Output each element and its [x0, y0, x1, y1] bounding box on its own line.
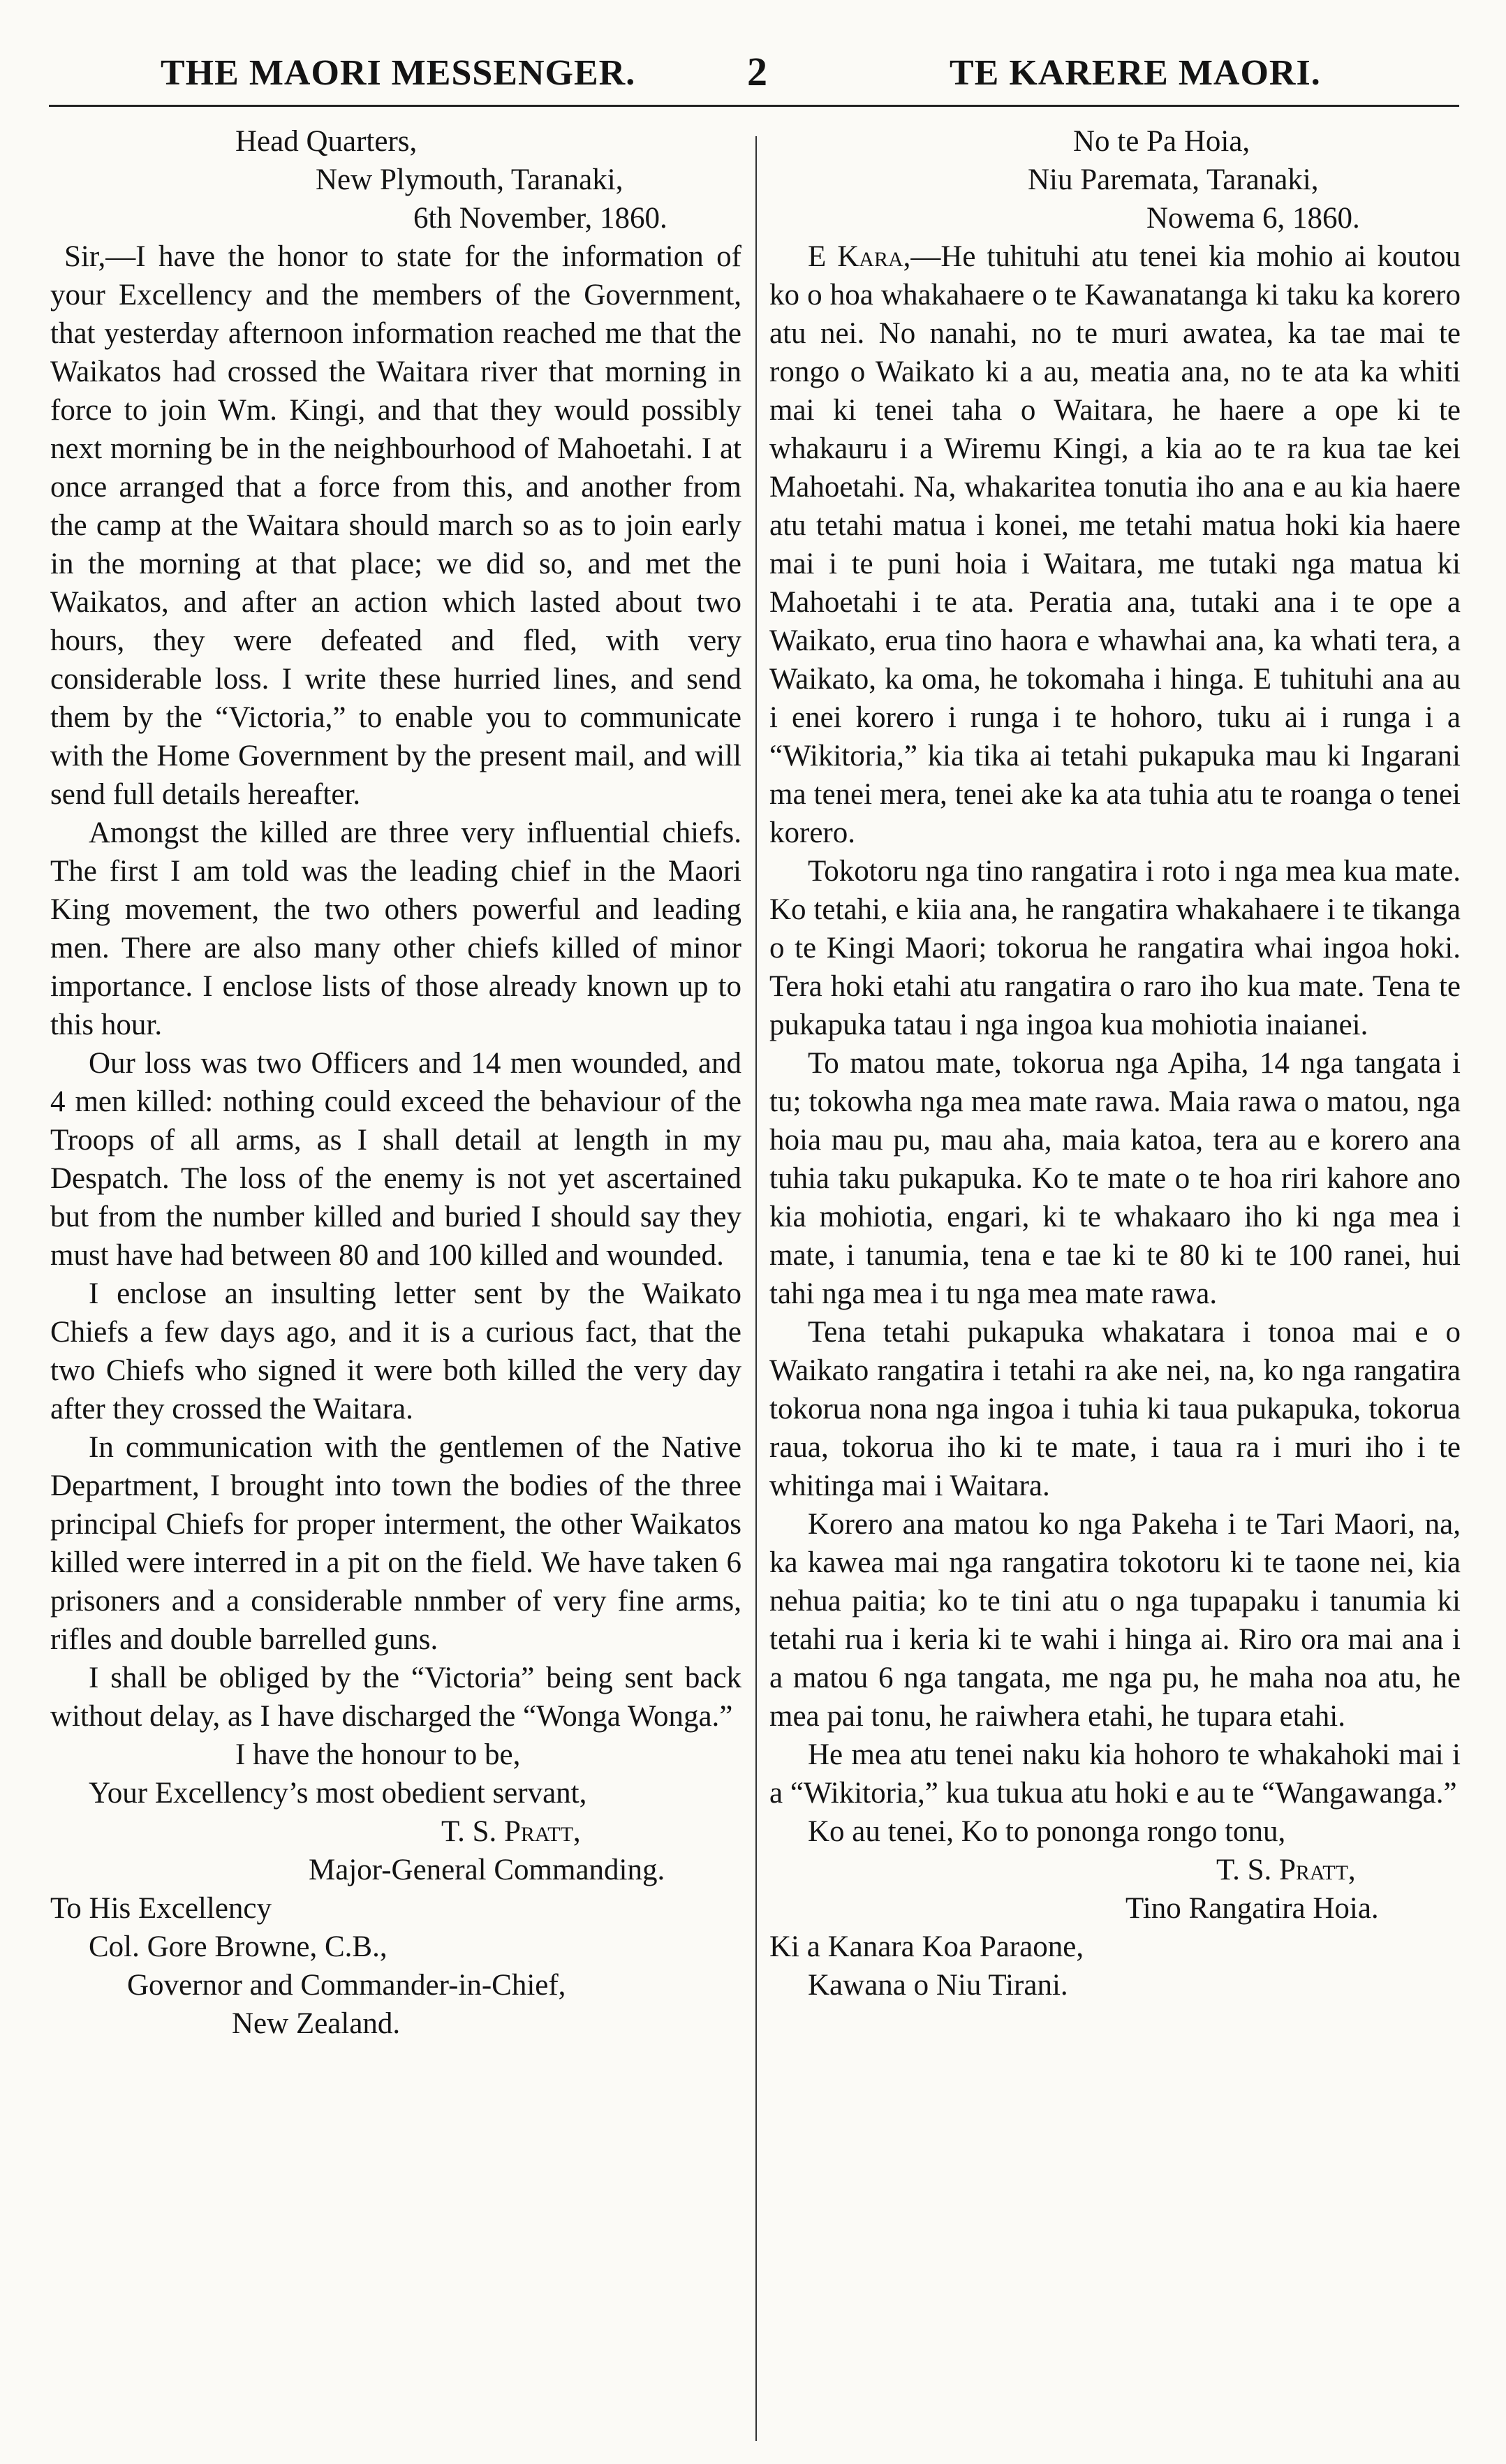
- signature-name: Pratt,: [504, 1815, 581, 1848]
- english-paragraph: I enclose an insulting letter sent by the Waikato Chiefs a few days ago, and it is a curious fact, that the two Chiefs who signed it were both killed the very day after they crossed the Waitara.: [50, 1277, 741, 1425]
- maori-letter-date: Nowema 6, 1860.: [1146, 202, 1360, 235]
- page-number: 2: [747, 49, 768, 94]
- maori-column: [769, 122, 1461, 2004]
- signature-initials: T. S.: [441, 1815, 497, 1848]
- signature-title: Major-General Commanding.: [309, 1854, 665, 1886]
- english-column: [50, 122, 741, 2043]
- maori-signature: [769, 1851, 1461, 1889]
- closing-line-2: Your Excellency’s most obedient servant,: [89, 1777, 587, 1810]
- maori-signature-initials: T. S.: [1216, 1854, 1272, 1886]
- addressee-line-1: To His Excellency: [50, 1892, 272, 1925]
- maori-addressee-line-1: Ki a Kanara Koa Paraone,: [769, 1930, 1084, 1963]
- header-maori-title: TE KARERE MAORI.: [950, 53, 1321, 93]
- maori-signature-name: Pratt,: [1279, 1854, 1356, 1886]
- maori-paragraph: He mea atu tenei naku kia hohoro te whakahoki mai i a “Wikitoria,” kua tukua atu hoki e au te “Wangawanga.”: [769, 1738, 1461, 1810]
- maori-paragraph: Tokotoru nga tino rangatira i roto i nga mea kua mate. Ko tetahi, e kiia ana, he rangatira whakahaere i te tikanga o te Kingi Maori; tokorua he rangatira whai ingoa hoki. Tera hoki etahi atu rangatira o raro iho kua mate. Tena te pukapuka tatau i nga ingoa kua mohiotia inaianei.: [769, 855, 1461, 1041]
- column-divider: [755, 136, 757, 2441]
- addressee-line-3: Governor and Commander-in-Chief,: [127, 1969, 566, 2002]
- maori-paragraph: To matou mate, tokorua nga Apiha, 14 nga tangata i tu; tokowha nga mea mate rawa. Maia rawa o matou, nga hoia mau pu, mau aha, maia katoa, tera au e korero ana tuhia taku pukapuka. Ko te mate o te hoa riri kahore ano kia mohiotia, engari, ki te whakaaro iho ki nga mea i mate, i tanumia, tena e tae ki te 80 ki te 100 ranei, hui tahi nga mea i tu nga mea mate rawa.: [769, 1047, 1461, 1310]
- addressee-line-4: New Zealand.: [232, 2007, 401, 2040]
- signature: [50, 1812, 741, 1851]
- english-paragraph: In communication with the gentlemen of the Native Department, I brought into town the bodies of the three principal Chiefs for proper interment, the other Waikatos killed were interred in a pit on the field. We have taken 6 prisoners and a considerable nnmber of very fine arms, rifles and double barrelled guns.: [50, 1431, 741, 1656]
- maori-salutation: E Kara,: [808, 240, 911, 273]
- address-line-1: Head Quarters,: [235, 125, 418, 158]
- maori-addressee-line-2: Kawana o Niu Tirani.: [808, 1969, 1068, 2002]
- maori-signature-title: Tino Rangatira Hoia.: [1125, 1892, 1379, 1925]
- closing-line-1: I have the honour to be,: [235, 1738, 521, 1771]
- maori-closing: Ko au tenei, Ko to pononga rongo tonu,: [808, 1815, 1286, 1848]
- header-rule: [49, 105, 1459, 107]
- maori-paragraph: Tena tetahi pukapuka whakatara i tonoa mai e o Waikato rangatira i tetahi ra ake nei, na, ko nga rangatira tokorua nona nga ingoa i tuhia ki taua pukapuka, tokorua raua, tokorua iho ki te mate, i taua ra i muri iho i te whitinga mai i Waitara.: [769, 1316, 1461, 1502]
- maori-paragraph: Korero ana matou ko nga Pakeha i te Tari Maori, na, ka kawea mai nga rangatira tokotoru ki te taone nei, kia nehua paitia; ko te tini atu o nga tupapaku i tanumia ki tetahi rua i keria ki te wahi i hinga ai. Riro ora mai ana i a matou 6 nga tangata, me nga pu, he maha noa atu, he mea pai tonu, he raiwhera etahi, he tupara etahi.: [769, 1508, 1461, 1733]
- english-paragraph: I shall be obliged by the “Victoria” being sent back without delay, as I have discharged the “Wonga Wonga.”: [50, 1662, 741, 1733]
- english-paragraph: Amongst the killed are three very influential chiefs. The first I am told was the leading chief in the Maori King movement, the two others powerful and leading men. There are also many other chiefs killed of minor importance. I enclose lists of those already known up to this hour.: [50, 816, 741, 1041]
- letter-date: 6th November, 1860.: [413, 202, 667, 235]
- maori-paragraph: [769, 237, 1461, 852]
- header-english-title: THE MAORI MESSENGER.: [161, 53, 636, 93]
- english-paragraph: Our loss was two Officers and 14 men wounded, and 4 men killed: nothing could exceed the behaviour of the Troops of all arms, as I shall detail at length in my Despatch. The loss of the enemy is not yet ascertained but from the number killed and buried I should say they must have had between 80 and 100 killed and wounded.: [50, 1047, 741, 1272]
- page-header: [42, 38, 1464, 101]
- addressee-line-2: Col. Gore Browne, C.B.,: [89, 1930, 387, 1963]
- address-line-2: New Plymouth, Taranaki,: [316, 163, 623, 196]
- maori-paragraph-text: —He tuhituhi atu tenei kia mohio ai koutou ko o hoa whakahaere o te Kawanatanga ki taku ka korero atu nei. No nanahi, no te muri awatea, ka tae mai te rongo o Waikato ki a au, meatia ana, no te ata ka whiti mai ki tenei taha o Waitara, he haere a ope ki te whakauru i a Wiremu Kingi, a kia ao te ra kua tae kei Mahoetahi. Na, whakaritea tonutia iho ana e au kia haere atu tetahi matua i konei, me tetahi matua hoki kia haere mai i te puni hoia i Waitara, me tutaki nga matua ki Mahoetahi i te ata. Peratia ana, tutaki ana i te ope a Waikato, erua tino haora e whawhai ana, ka whati tera, a Waikato, ka oma, he tokomaha i hinga. E tuhituhi ana au i enei korero i runga i te hohoro, tuku ai i runga i a “Wikitoria,” kia tika ai tetahi pukapuka mau ki Ingarani ma tenei mera, tenei ake ka ata tuhia atu te roanga o tenei korero.: [769, 240, 1461, 849]
- english-paragraph: Sir,—I have the honor to state for the information of your Excellency and the members of the Government, that yesterday afternoon information reached me that the Waikatos had crossed the Waitara river that morning in force to join Wm. Kingi, and that they would possibly next morning be in the neighbourhood of Mahoetahi. I at once arranged that a force from this, and another from the camp at the Waitara should march so as to join early in the morning at that place; we did so, and met the Waikatos, and after an action which lasted about two hours, they were defeated and fled, with very considerable loss. I write these hurried lines, and send them by the “Victoria,” to enable you to communicate with the Home Government by the present mail, and will send full details hereafter.: [50, 240, 741, 811]
- maori-address-line-2: Niu Paremata, Taranaki,: [1028, 163, 1319, 196]
- maori-address-line-1: No te Pa Hoia,: [1073, 125, 1250, 158]
